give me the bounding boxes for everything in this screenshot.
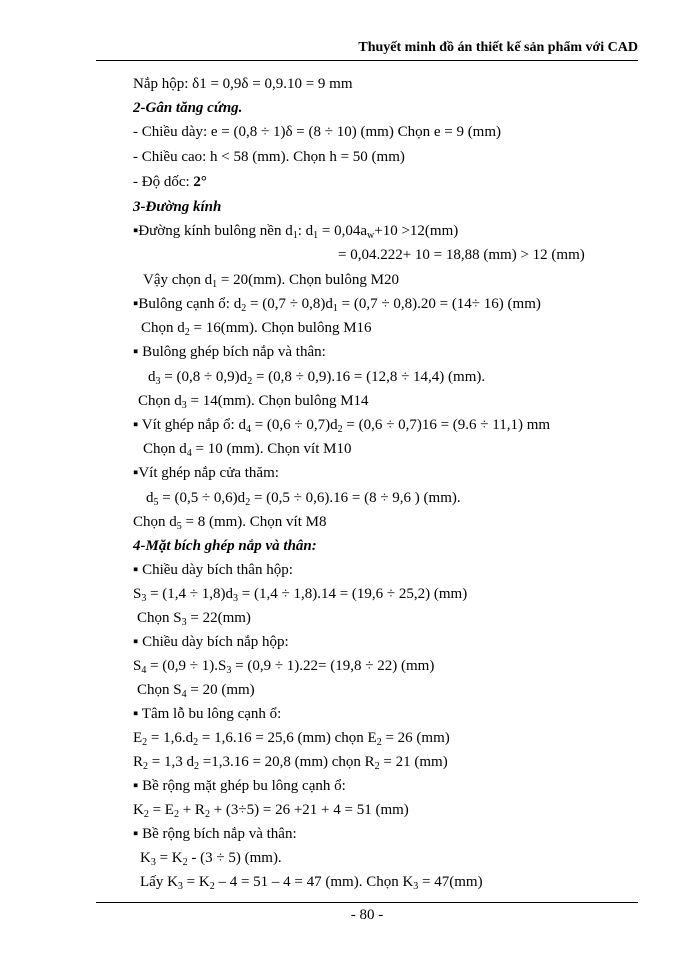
text-run: 2-Gân tăng cứng.: [133, 100, 243, 116]
text-run: d: [148, 369, 156, 385]
subscript: 5: [176, 521, 182, 532]
text-run: K: [133, 802, 144, 818]
subscript: 3: [233, 593, 239, 604]
section-heading: [133, 536, 317, 556]
subscript: 2: [193, 737, 199, 748]
text-run: ▪ Bề rộng mặt ghép bu lông cạnh ổ:: [133, 778, 346, 794]
text-line: [137, 608, 251, 628]
text-run: = E: [148, 802, 174, 818]
text-run: = 22(mm): [186, 610, 251, 626]
subscript: 2: [247, 376, 253, 387]
text-run: = (0,8 ÷ 0,9).16 = (12,8 ÷ 14,4) (mm).: [252, 369, 486, 385]
text-line: [146, 488, 461, 508]
text-line: [133, 122, 501, 142]
subscript: 2: [182, 857, 188, 868]
text-run: + R: [178, 802, 205, 818]
text-run: ▪ Bề rộng bích nắp và thân:: [133, 826, 297, 842]
text-run: ▪Bulông cạnh ổ: d: [133, 296, 242, 312]
subscript: 2: [143, 761, 149, 772]
text-line: [133, 752, 448, 772]
text-line: [133, 294, 541, 314]
page-number: - 80 -: [350, 907, 384, 923]
text-line: [140, 872, 483, 892]
text-run: = 21 (mm): [379, 754, 448, 770]
text-line: [133, 221, 458, 241]
text-run: Chọn S: [137, 610, 182, 626]
text-run: = 14(mm). Chọn bulông M14: [186, 393, 369, 409]
text-line: [133, 342, 326, 362]
text-line: [133, 415, 550, 435]
text-line: [133, 656, 434, 676]
text-run: =1,3.16 = 20,8 (mm) chọn R: [198, 754, 375, 770]
text-run: ▪ Chiều dày bích nắp hộp:: [133, 634, 289, 650]
text-run: Vậy chọn d: [143, 272, 213, 288]
text-run: = (1,4 ÷ 1,8).14 = (19,6 ÷ 25,2) (mm): [238, 586, 468, 602]
text-run: - (3 ÷ 5) (mm).: [187, 850, 282, 866]
text-run: = K: [155, 850, 183, 866]
text-run: 2°: [193, 174, 207, 190]
text-run: Chọn d: [133, 514, 177, 530]
text-line: [143, 270, 399, 290]
text-line: [338, 245, 585, 265]
subscript: 2: [209, 881, 215, 892]
text-run: = 10 (mm). Chọn vít M10: [191, 441, 352, 457]
subscript: 2: [204, 809, 210, 820]
subscript: 4: [186, 448, 192, 459]
text-run: = 0,04.222+ 10 = 18,88 (mm) > 12 (mm): [338, 247, 585, 263]
text-run: E: [133, 730, 143, 746]
subscript: 2: [193, 761, 199, 772]
text-run: Nắp hộp: δ1 = 0,9δ = 0,9.10 = 9 mm: [133, 76, 353, 92]
text-run: - Chiều dày: e = (0,8 ÷ 1)δ = (8 ÷ 10) (mm) Chọn e = 9 (mm): [133, 124, 502, 140]
text-run: = (0,9 ÷ 1).S: [146, 658, 227, 674]
text-run: = (0,9 ÷ 1).22= (19,8 ÷ 22) (mm): [231, 658, 435, 674]
text-run: 3-Đường kính: [133, 199, 222, 215]
subscript: w: [367, 230, 375, 241]
subscript: 1: [332, 303, 338, 314]
text-line: [140, 848, 282, 868]
text-line: [138, 391, 369, 411]
header-divider: [96, 60, 638, 61]
text-run: = (0,5 ÷ 0,6)d: [158, 490, 246, 506]
text-run: S: [133, 586, 142, 602]
subscript: 4: [181, 689, 187, 700]
subscript: 2: [374, 761, 380, 772]
text-run: ▪Vít ghép nắp cửa thăm:: [133, 465, 279, 481]
text-run: = (0,7 ÷ 0,8)d: [246, 296, 333, 312]
text-line: [133, 512, 326, 532]
subscript: 1: [212, 279, 218, 290]
subscript: 2: [337, 424, 343, 435]
text-run: = 1,3 d: [148, 754, 194, 770]
text-run: = K: [182, 874, 210, 890]
text-run: = (0,8 ÷ 0,9)d: [160, 369, 248, 385]
text-run: = 20 (mm): [186, 682, 255, 698]
section-heading: [133, 98, 242, 118]
text-run: d: [146, 490, 154, 506]
subscript: 2: [241, 303, 247, 314]
text-line: [133, 800, 409, 820]
text-run: = (0,5 ÷ 0,6).16 = (8 ÷ 9,6 ) (mm).: [250, 490, 461, 506]
text-line: [133, 776, 346, 796]
subscript: 3: [181, 400, 187, 411]
text-run: 4-Mặt bích ghép nắp và thân:: [133, 538, 317, 554]
text-run: K: [140, 850, 151, 866]
text-run: Chọn d: [143, 441, 187, 457]
subscript: 2: [245, 497, 251, 508]
text-run: = (0,6 ÷ 0,7)16 = (9.6 ÷ 11,1) mm: [342, 417, 551, 433]
subscript: 3: [150, 857, 156, 868]
text-run: = 20(mm). Chọn bulông M20: [217, 272, 399, 288]
text-run: – 4 = 51 – 4 = 47 (mm). Chọn K: [214, 874, 414, 890]
subscript: 3: [155, 376, 161, 387]
subscript: 2: [376, 737, 382, 748]
text-run: = 1,6.16 = 25,6 (mm) chọn E: [198, 730, 377, 746]
text-run: Chọn d: [138, 393, 182, 409]
text-run: ▪ Bulông ghép bích nắp và thân:: [133, 344, 326, 360]
text-line: [137, 680, 255, 700]
text-run: ▪Đường kính bulông nền d: [133, 223, 293, 239]
subscript: 4: [245, 424, 251, 435]
text-run: ▪ Tâm lỗ bu lông cạnh ổ:: [133, 706, 282, 722]
text-line: [143, 439, 351, 459]
text-line: [133, 172, 207, 192]
text-run: - Độ dốc:: [133, 174, 194, 190]
subscript: 2: [142, 737, 148, 748]
text-run: = 16(mm). Chọn bulông M16: [189, 320, 372, 336]
text-run: Chọn d: [141, 320, 185, 336]
text-run: = 8 (mm). Chọn vít M8: [181, 514, 327, 530]
text-line: [133, 74, 353, 94]
subscript: 3: [181, 617, 187, 628]
text-line: [133, 824, 297, 844]
text-line: [133, 147, 405, 167]
footer-divider: [96, 902, 638, 903]
subscript: 4: [141, 665, 147, 676]
text-run: = 1,6.d: [147, 730, 194, 746]
text-run: = 47(mm): [418, 874, 483, 890]
text-line: [141, 318, 372, 338]
subscript: 3: [413, 881, 419, 892]
text-line: [133, 704, 281, 724]
text-run: = (0,7 ÷ 0,8).20 = (14÷ 16) (mm): [337, 296, 541, 312]
text-line: [148, 367, 485, 387]
subscript: 2: [143, 809, 149, 820]
subscript: 3: [177, 881, 183, 892]
text-run: : d: [297, 223, 314, 239]
subscript: 3: [226, 665, 232, 676]
running-header: Thuyết minh đồ án thiết kế sản phẩm với CAD: [358, 40, 638, 55]
text-line: [133, 463, 279, 483]
text-run: Chọn S: [137, 682, 182, 698]
text-run: = (0,6 ÷ 0,7)d: [250, 417, 338, 433]
text-run: R: [133, 754, 144, 770]
subscript: 2: [184, 327, 190, 338]
text-run: = 0,04a: [318, 223, 368, 239]
text-line: [133, 632, 289, 652]
section-heading: [133, 197, 221, 217]
subscript: 1: [292, 230, 298, 241]
text-run: ▪ Vít ghép nắp ổ: d: [133, 417, 246, 433]
text-run: +10 >12(mm): [374, 223, 459, 239]
text-run: Lấy K: [140, 874, 178, 890]
text-line: [133, 584, 467, 604]
text-run: ▪ Chiều dày bích thân hộp:: [133, 562, 293, 578]
text-run: = (1,4 ÷ 1,8)d: [146, 586, 234, 602]
subscript: 2: [173, 809, 179, 820]
text-run: = 26 (mm): [381, 730, 450, 746]
subscript: 3: [141, 593, 147, 604]
subscript: 1: [313, 230, 319, 241]
subscript: 5: [153, 497, 159, 508]
text-line: [133, 560, 293, 580]
text-line: [133, 728, 450, 748]
text-run: + (3÷5) = 26 +21 + 4 = 51 (mm): [209, 802, 409, 818]
text-run: - Chiều cao: h < 58 (mm). Chọn h = 50 (mm): [133, 149, 405, 165]
text-run: S: [133, 658, 142, 674]
